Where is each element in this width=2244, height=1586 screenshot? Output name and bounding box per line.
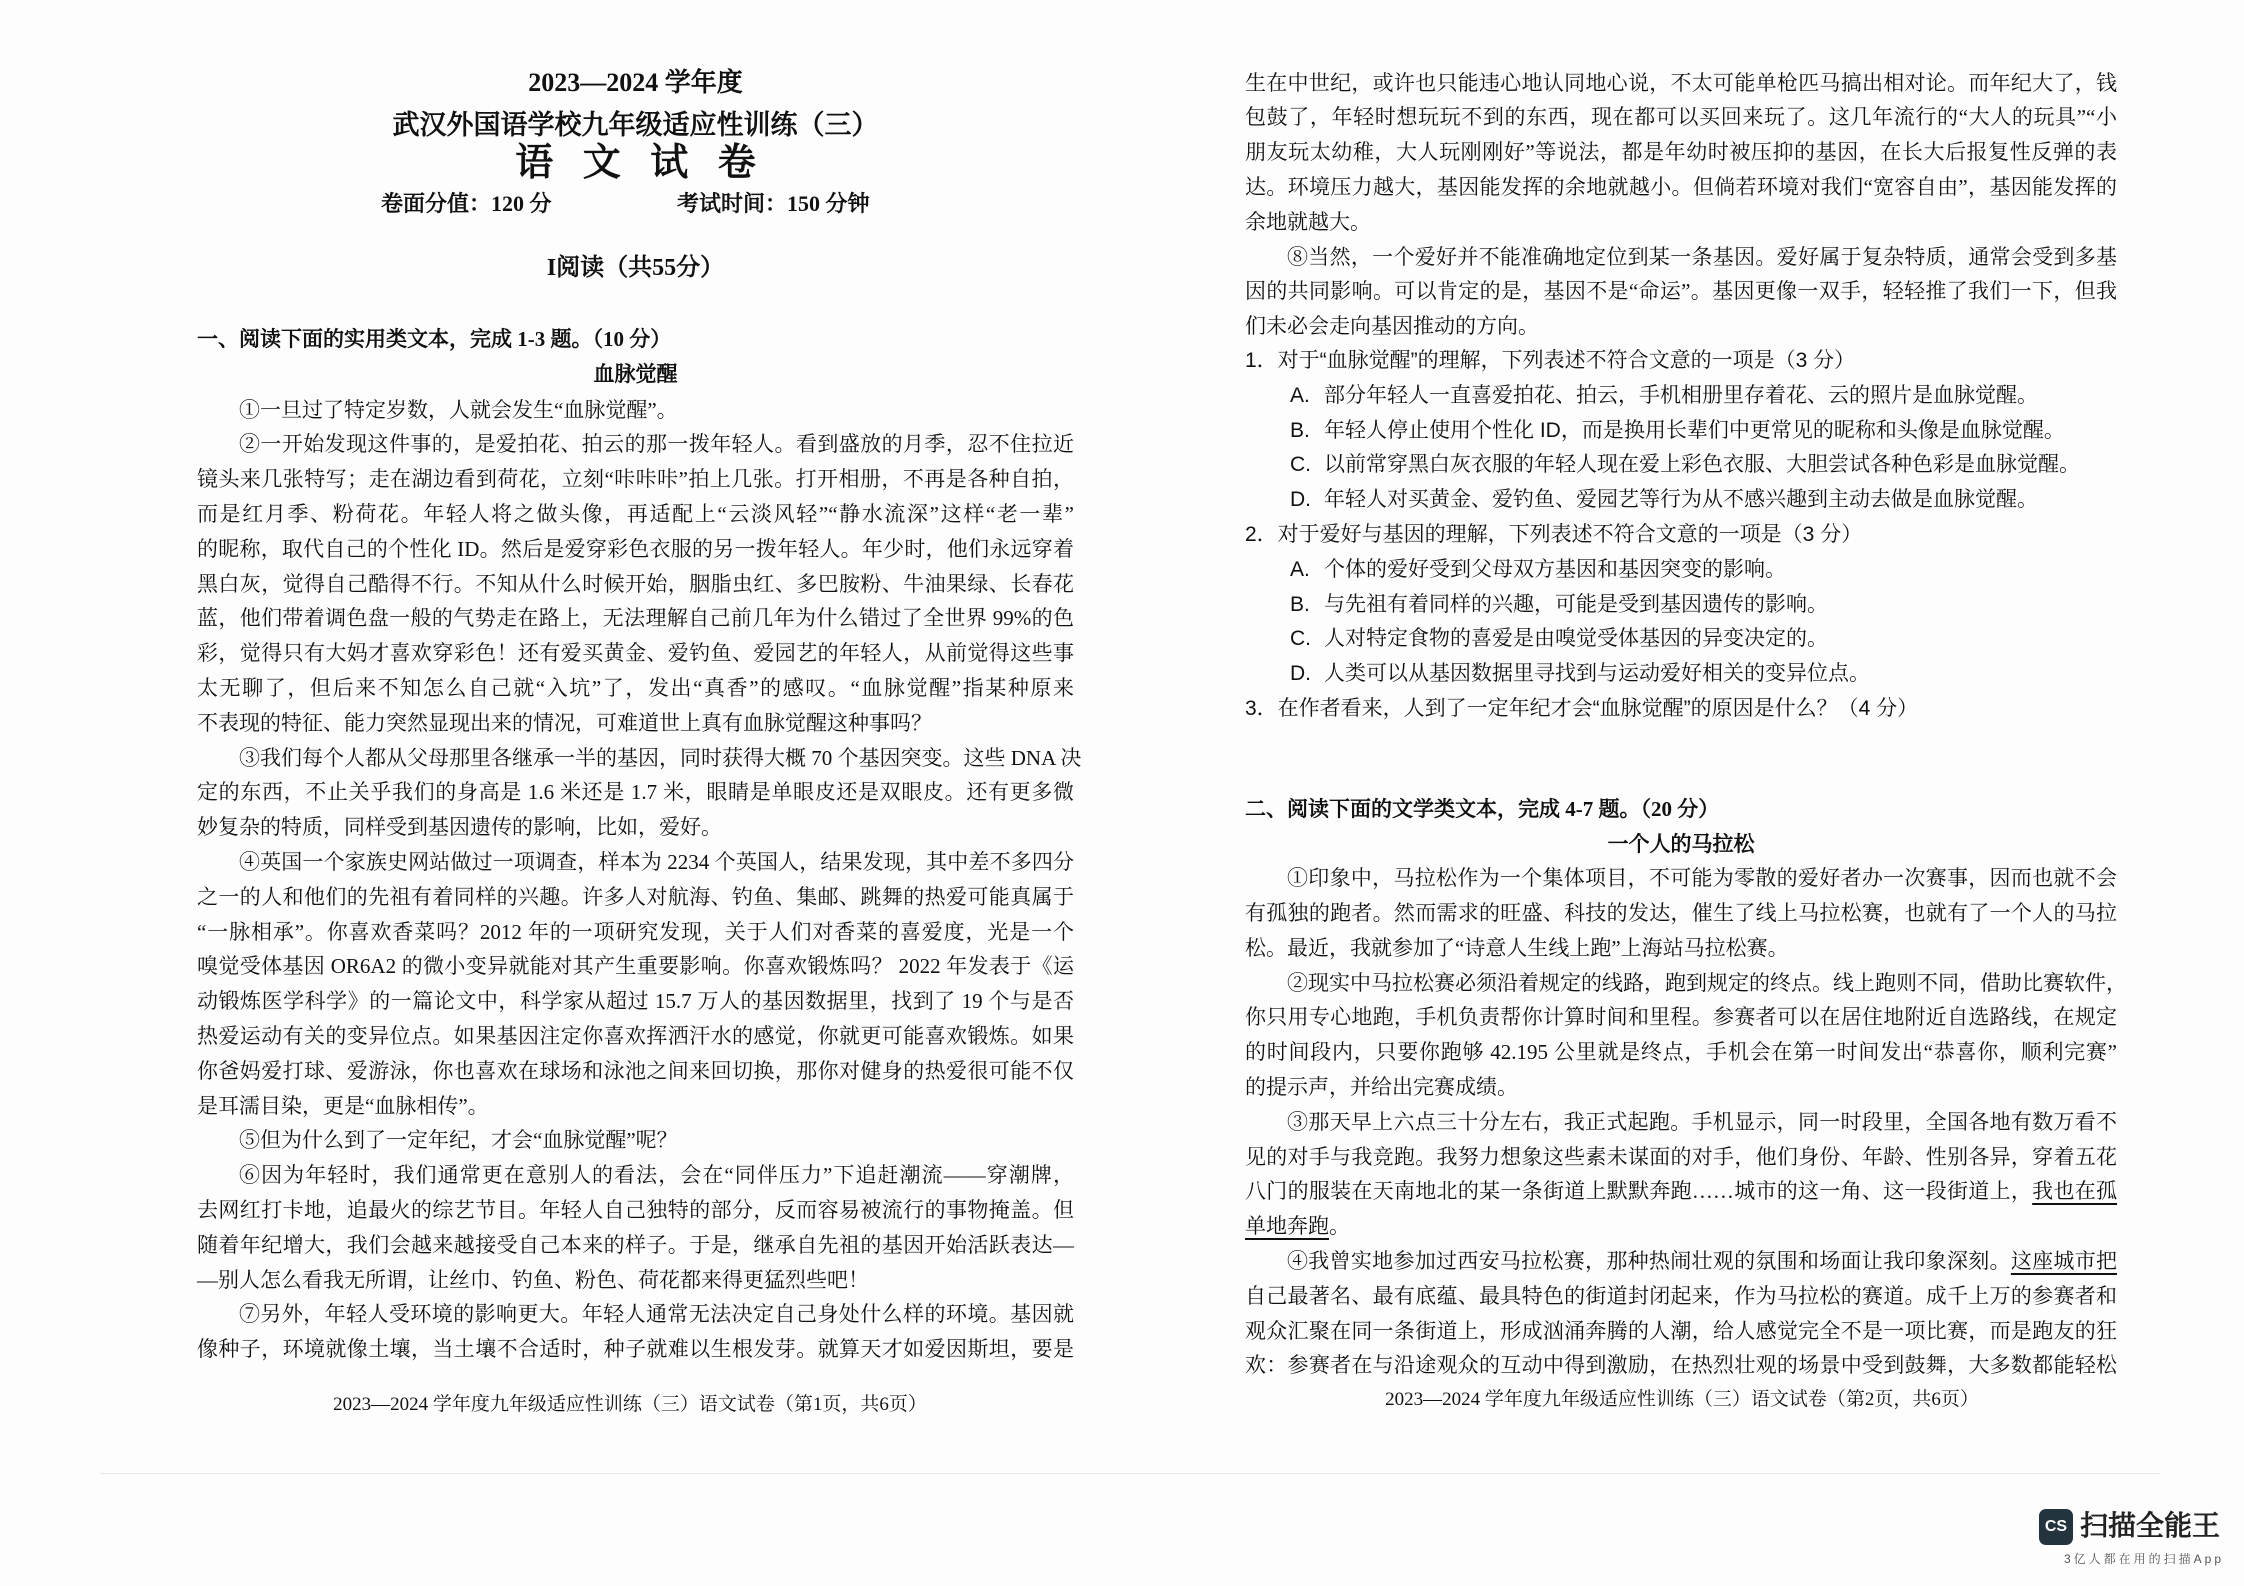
paragraph <box>197 1297 1074 1367</box>
section-heading: 二、阅读下面的文学类文本，完成 4-7 题。（20 分） <box>1245 797 1720 821</box>
text-line: 的时间段内，只要你跑够 42.195 公里就是终点，手机会在第一时间发出“恭喜你，顺利完赛” <box>1245 1040 2117 1065</box>
text-segment: ④我曾实地参加过西安马拉松赛，那种热闹壮观的氛围和场面让我印象深刻。 <box>1287 1248 2011 1273</box>
text-line: 余地就越大。 <box>1245 209 1371 234</box>
page-footer: 2023—2024 学年度九年级适应性训练（三）语文试卷（第1页，共6页） <box>333 1394 927 1415</box>
text-line: ⑧当然，一个爱好并不能准确地定位到某一条基因。爱好属于复杂特质，通常会受到多基 <box>1287 244 2117 269</box>
text-line: 妙复杂的特质，同样受到基因遗传的影响，比如，爱好。 <box>197 815 722 840</box>
paragraph <box>197 1123 1074 1158</box>
text-line: 热爱运动有关的变异位点。如果基因注定你喜欢挥洒汗水的感觉，你就更可能喜欢锻炼。如果 <box>197 1023 1074 1048</box>
watermark-brand: 扫描全能王 <box>2080 1510 2221 1541</box>
text-line: 之一的人和他们的先祖有着同样的兴趣。许多人对航海、钓鱼、集邮、跳舞的热爱可能真属于 <box>197 884 1074 909</box>
paragraph <box>1245 1244 2117 1383</box>
text-line <box>1245 1174 2117 1209</box>
option-text: 部分年轻人一直喜爱拍花、拍云，手机相册里存着花、云的照片是血脉觉醒。 <box>1324 383 2038 407</box>
scan-edge-divider <box>100 1473 2160 1474</box>
text-line: 的提示声，并给出完赛成绩。 <box>1245 1074 1518 1099</box>
paragraph <box>197 1158 1074 1297</box>
text-line: ③那天早上六点三十分左右，我正式起跑。手机显示，同一时段里，全国各地有数万看不 <box>1287 1109 2117 1134</box>
answer-option <box>1245 414 2117 449</box>
text-line: 而是红月季、粉荷花。年轻人将之做头像，再适配上“云淡风轻”“静水流深”这样“老一辈” <box>197 501 1074 526</box>
option-label: C. <box>1290 453 1311 477</box>
answer-option <box>1245 483 2117 518</box>
text-line: 包鼓了，年轻时想玩玩不到的东西，现在都可以买回来玩了。这几年流行的“大人的玩具”“小 <box>1245 105 2117 130</box>
text-line: ②现实中马拉松赛必须沿着规定的线路，跑到规定的终点。线上跑则不同，借助比赛软件， <box>1287 970 2127 995</box>
question-list <box>1245 344 2117 727</box>
text-line: 有孤独的跑者。然而需求的旺盛、科技的发达，催生了线上马拉松赛，也就有了一个人的马拉 <box>1245 900 2117 925</box>
text-segment: 八门的服装在天南地北的某一条街道上默默奔跑……城市的这一角、这一段街道上， <box>1245 1179 2033 1204</box>
page-left <box>0 0 1122 1480</box>
paragraph <box>1245 966 2127 1105</box>
question-stem: 2．对于爱好与基因的理解，下列表述不符合文意的一项是（3 分） <box>1245 522 1863 546</box>
option-label: A. <box>1290 383 1310 407</box>
option-text: 人类可以从基因数据里寻找到与运动爱好相关的变异位点。 <box>1324 662 1870 686</box>
option-label: D. <box>1290 488 1311 512</box>
exam-subject-title: 语 文 试 卷 <box>515 142 766 184</box>
answer-option <box>1245 622 2117 657</box>
article-continuation <box>1245 66 2117 344</box>
article-continuation-and-questions <box>1245 66 2117 727</box>
option-label: A. <box>1290 557 1310 581</box>
text-line: 嗅觉受体基因 OR6A2 的微小变异就能对其产生重要影响。你喜欢锻炼吗？ 2022 年发表于《运 <box>197 954 1074 979</box>
exam-duration: 考试时间：150 分钟 <box>677 191 870 216</box>
text-line: 定的东西，不止关乎我们的身高是 1.6 米还是 1.7 米，眼睛是单眼皮还是双眼皮。还有更多微 <box>197 780 1074 805</box>
answer-option <box>1245 657 2117 692</box>
text-line: 像种子，环境就像土壤，当土壤不合适时，种子就难以生根发芽。就算天才如爱因斯坦，要是 <box>197 1337 1074 1362</box>
text-line: “一脉相承”。你喜欢香菜吗？2012 年的一项研究发现，关于人们对香菜的喜爱度，光是一个 <box>197 919 1074 944</box>
option-text: 与先祖有着同样的兴趣，可能是受到基因遗传的影响。 <box>1324 592 1828 616</box>
text-line: 是耳濡目染，更是“血脉相传”。 <box>197 1093 489 1118</box>
text-line: 松。最近，我就参加了“诗意人生线上跑”上海站马拉松赛。 <box>1245 935 1789 960</box>
text-line: 欢：参赛者在与沿途观众的互动中得到激励，在热烈壮观的场景中受到鼓舞，大多数都能轻松 <box>1245 1353 2117 1378</box>
option-text: 年轻人对买黄金、爱钓鱼、爱园艺等行为从不感兴趣到主动去做是血脉觉醒。 <box>1324 488 2038 512</box>
text-line: —别人怎么看我无所谓，让丝巾、钓鱼、粉色、荷花都来得更猛烈些吧！ <box>197 1267 869 1292</box>
option-label: D. <box>1290 662 1311 686</box>
paragraph <box>197 427 1074 740</box>
text-line: 你只用专心地跑，手机负责帮你计算时间和里程。参赛者可以在居住地附近自选路线，在规定 <box>1245 1005 2117 1030</box>
text-line: 的昵称，取代自己的个性化 ID。然后是爱穿彩色衣服的另一拨年轻人。年少时，他们永远穿着 <box>197 536 1074 561</box>
option-text: 以前常穿黑白灰衣服的年轻人现在爱上彩色衣服、大胆尝试各种色彩是血脉觉醒。 <box>1324 453 2080 477</box>
text-line: 镜头来几张特写；走在湖边看到荷花，立刻“咔咔咔”拍上几张。打开相册，不再是各种自拍， <box>197 467 1074 492</box>
text-line: 因的共同影响。可以肯定的是，基因不是“命运”。基因更像一双手，轻轻推了我们一下，但我 <box>1245 279 2117 304</box>
answer-option <box>1245 553 2117 588</box>
exam-school-title: 武汉外国语学校九年级适应性训练（三） <box>392 110 879 140</box>
text-line: 不表现的特征、能力突然显现出来的情况，可难道世上真有血脉觉醒这种事吗？ <box>197 710 932 735</box>
text-segment: 。 <box>1329 1214 1350 1239</box>
option-label: B. <box>1290 418 1310 442</box>
text-line: ⑥因为年轻时，我们通常更在意别人的看法，会在“同伴压力”下追赶潮流——穿潮牌， <box>239 1163 1074 1188</box>
text-line: 们未必会走向基因推动的方向。 <box>1245 314 1539 339</box>
text-line: 去网红打卡地，追最火的综艺节目。年轻人自己独特的部分，反而容易被流行的事物掩盖。但 <box>197 1197 1074 1222</box>
article-title: 血脉觉醒 <box>593 362 678 386</box>
option-text: 年轻人停止使用个性化 ID，而是换用长辈们中更常见的昵称和头像是血脉觉醒。 <box>1324 418 2065 442</box>
paragraph <box>197 845 1074 1123</box>
exam-year: 2023—2024 学年度 <box>528 68 743 97</box>
text-line: 你爸妈爱打球、爱游泳，你也喜欢在球场和泳池之间来回切换，那你对健身的热爱很可能不仅 <box>197 1058 1074 1083</box>
text-line: ①印象中，马拉松作为一个集体项目，不可能为零散的爱好者办一次赛事，因而也就不会 <box>1287 866 2117 891</box>
text-line: 随着年纪增大，我们会越来越接受自己本来的样子。于是，继承自先祖的基因开始活跃表达— <box>197 1232 1074 1257</box>
option-text: 人对特定食物的喜爱是由嗅觉受体基因的异变决定的。 <box>1324 627 1828 651</box>
text-line <box>1245 1244 2117 1279</box>
answer-option <box>1245 588 2117 623</box>
text-line: 动锻炼医学科学》的一篇论文中，科学家从超过 15.7 万人的基因数据里，找到了 19 个与是否 <box>197 989 1074 1014</box>
option-label: C. <box>1290 627 1311 651</box>
option-text: 个体的爱好受到父母双方基因和基因突变的影响。 <box>1324 557 1786 581</box>
text-line: ⑦另外，年轻人受环境的影响更大。年轻人通常无法决定自己身处什么样的环境。基因就 <box>239 1302 1074 1327</box>
article-body <box>197 393 1082 1367</box>
article-body <box>1245 861 2127 1383</box>
page-footer: 2023—2024 学年度九年级适应性训练（三）语文试卷（第2页，共6页） <box>1385 1389 1979 1410</box>
text-line: ②一开始发现这件事的，是爱拍花、拍云的那一拨年轻人。看到盛放的月季，忍不住拉近 <box>239 432 1074 457</box>
text-line: 彩，觉得只有大妈才喜欢穿彩色！还有爱买黄金、爱钓鱼、爱园艺的年轻人，从前觉得这些事 <box>197 641 1074 666</box>
text-line: 见的对手与我竞跑。我努力想象这些素未谋面的对手，他们身份、年龄、性别各异，穿着五花 <box>1245 1144 2117 1169</box>
watermark-tagline: 3亿人都在用的扫描App <box>2063 1552 2224 1566</box>
text-line: 朋友玩太幼稚，大人玩刚刚好”等说法，都是年幼时被压抑的基因，在长大后报复性反弹的表 <box>1245 140 2117 165</box>
paragraph <box>1245 240 2117 344</box>
text-line: ④英国一个家族史网站做过一项调查，样本为 2234 个英国人，结果发现，其中差不多四分 <box>239 849 1074 874</box>
text-line <box>1245 1209 2117 1244</box>
text-line: 达。环境压力越大，基因能发挥的余地就越小。但倘若环境对我们“宽容自由”，基因能发挥的 <box>1245 174 2117 199</box>
camscanner-logo-icon: CS <box>2039 1509 2073 1545</box>
text-line: 自己最著名、最有底蕴、最具特色的街道封闭起来，作为马拉松的赛道。成千上万的参赛者和 <box>1245 1283 2117 1308</box>
underlined-text: 单地奔跑 <box>1245 1214 1329 1239</box>
paragraph <box>197 393 1074 428</box>
part-title: I阅读（共55分） <box>546 255 725 281</box>
section-heading: 一、阅读下面的实用类文本，完成 1-3 题。（10 分） <box>197 327 672 351</box>
text-line: 太无聊了，但后来不知怎么自己就“入坑”了，发出“真香”的感叹。“血脉觉醒”指某种原来 <box>197 675 1074 700</box>
text-line: ①一旦过了特定岁数，人就会发生“血脉觉醒”。 <box>239 397 678 422</box>
text-line: 黑白灰，觉得自己酷得不行。不知从什么时候开始，胭脂虫红、多巴胺粉、牛油果绿、长春花 <box>197 571 1074 596</box>
paragraph <box>1245 66 2117 240</box>
exam-total-score: 卷面分值：120 分 <box>381 191 552 216</box>
option-label: B. <box>1290 592 1310 616</box>
underlined-text: 这座城市把 <box>2010 1248 2118 1273</box>
paragraph <box>1245 1105 2117 1244</box>
answer-option <box>1245 448 2117 483</box>
paragraph <box>197 741 1082 845</box>
text-line: ③我们每个人都从父母那里各继承一半的基因，同时获得大概 70 个基因突变。这些 DNA 决 <box>239 745 1082 770</box>
question-stem: 1．对于“血脉觉醒”的理解，下列表述不符合文意的一项是（3 分） <box>1245 348 1856 372</box>
text-line: 生在中世纪，或许也只能违心地认同地心说，不太可能单枪匹马搞出相对论。而年纪大了，钱 <box>1245 70 2117 95</box>
text-line: ⑤但为什么到了一定年纪，才会“血脉觉醒”呢？ <box>239 1128 678 1153</box>
underlined-text: 我也在孤 <box>2032 1179 2118 1204</box>
article-title: 一个人的马拉松 <box>1607 832 1755 856</box>
answer-option <box>1245 379 2117 414</box>
text-line: 蓝，他们带着调色盘一般的气势走在路上，无法理解自己前几年为什么错过了全世界 99%的色 <box>197 606 1074 631</box>
page-right <box>1122 0 2244 1480</box>
question-stem: 3．在作者看来，人到了一定年纪才会“血脉觉醒”的原因是什么？（4 分） <box>1245 696 1919 720</box>
text-line: 观众汇聚在同一条街道上，形成汹涌奔腾的人潮，给人感觉完全不是一项比赛，而是跑友的狂 <box>1245 1318 2117 1343</box>
paragraph <box>1245 861 2117 965</box>
